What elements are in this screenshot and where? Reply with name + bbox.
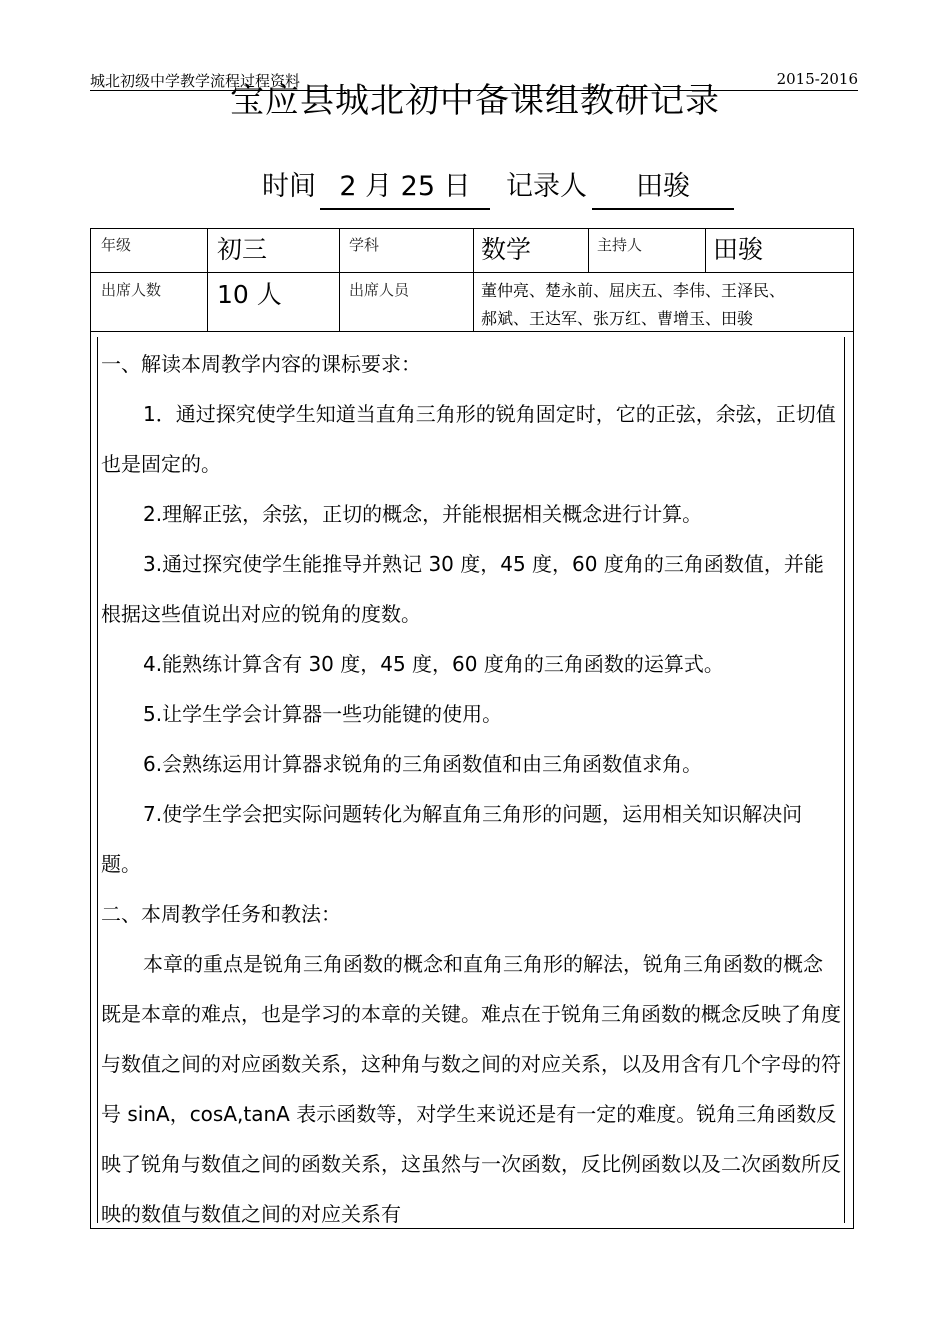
attendees-line-1: 董仲亮、楚永前、屈庆五、李伟、王泽民、 xyxy=(481,281,786,300)
content-body xyxy=(101,339,841,1239)
requirement-item-3: 3.通过探究使学生能推导并熟记 30 度，45 度，60 度角的三角函数值，并能根据这些值说出对应的锐角的度数。 xyxy=(101,552,824,626)
grade-value: 初三 xyxy=(217,235,268,264)
time-label: 时间 xyxy=(262,171,316,202)
recorder-value: 田骏 xyxy=(592,164,734,210)
requirement-item-1: 1．通过探究使学生知道当直角三角形的锐角固定时，它的正弦，余弦，正切值也是固定的。 xyxy=(101,402,836,476)
section-2-title: 二、本周教学任务和教法： xyxy=(101,902,341,926)
attend-count-value: 10 人 xyxy=(217,280,282,309)
recorder-label: 记录人 xyxy=(506,171,587,202)
header-right-text: 2015-2016 xyxy=(776,70,858,88)
record-table xyxy=(90,228,854,1229)
meta-line xyxy=(0,162,950,212)
attend-count-label: 出席人数 xyxy=(101,281,162,299)
subject-label: 学科 xyxy=(349,236,380,254)
attendees-label: 出席人员 xyxy=(349,281,410,299)
section-1-title: 一、解读本周教学内容的课标要求： xyxy=(101,352,421,376)
requirement-item-6: 6.会熟练运用计算器求锐角的三角函数值和由三角函数值求角。 xyxy=(143,752,703,776)
requirement-item-2: 2.理解正弦，余弦，正切的概念，并能根据相关概念进行计算。 xyxy=(143,502,703,526)
grade-label: 年级 xyxy=(101,236,132,254)
attendees-value xyxy=(481,277,785,333)
header-left-text: 城北初级中学教学流程过程资料 xyxy=(90,72,301,90)
host-value: 田骏 xyxy=(713,235,764,264)
subject-value: 数学 xyxy=(481,235,532,264)
document-title: 宝应县城北初中备课组教研记录 xyxy=(230,81,720,121)
time-value: 2 月 25 日 xyxy=(320,164,490,210)
attendees-line-2: 郝斌、王达军、张万红、曹增玉、田骏 xyxy=(481,309,754,328)
teaching-paragraph: 本章的重点是锐角三角函数的概念和直角三角形的解法，锐角三角函数的概念既是本章的难点，也是学习的本章的关键。难点在于锐角三角函数的概念反映了角度与数值之间的对应函数关系，这种角与数之间的对应关系，以及用含有几个字母的符号 sinA，cosA,tanA 表示函数等，对学生来说还是有一定的难度。锐角三角函数反映了锐角与数值之间的函数关系，这虽然与一次函数，反比例函数以及二次函数所反映的数值与数值之间的对应关系有 xyxy=(101,952,841,1226)
requirement-item-5: 5.让学生学会计算器一些功能键的使用。 xyxy=(143,702,503,726)
host-label: 主持人 xyxy=(597,236,643,254)
requirement-item-7: 7.使学生学会把实际问题转化为解直角三角形的问题，运用相关知识解决问题。 xyxy=(101,802,803,876)
requirement-item-4: 4.能熟练计算含有 30 度，45 度，60 度角的三角函数的运算式。 xyxy=(143,652,724,676)
